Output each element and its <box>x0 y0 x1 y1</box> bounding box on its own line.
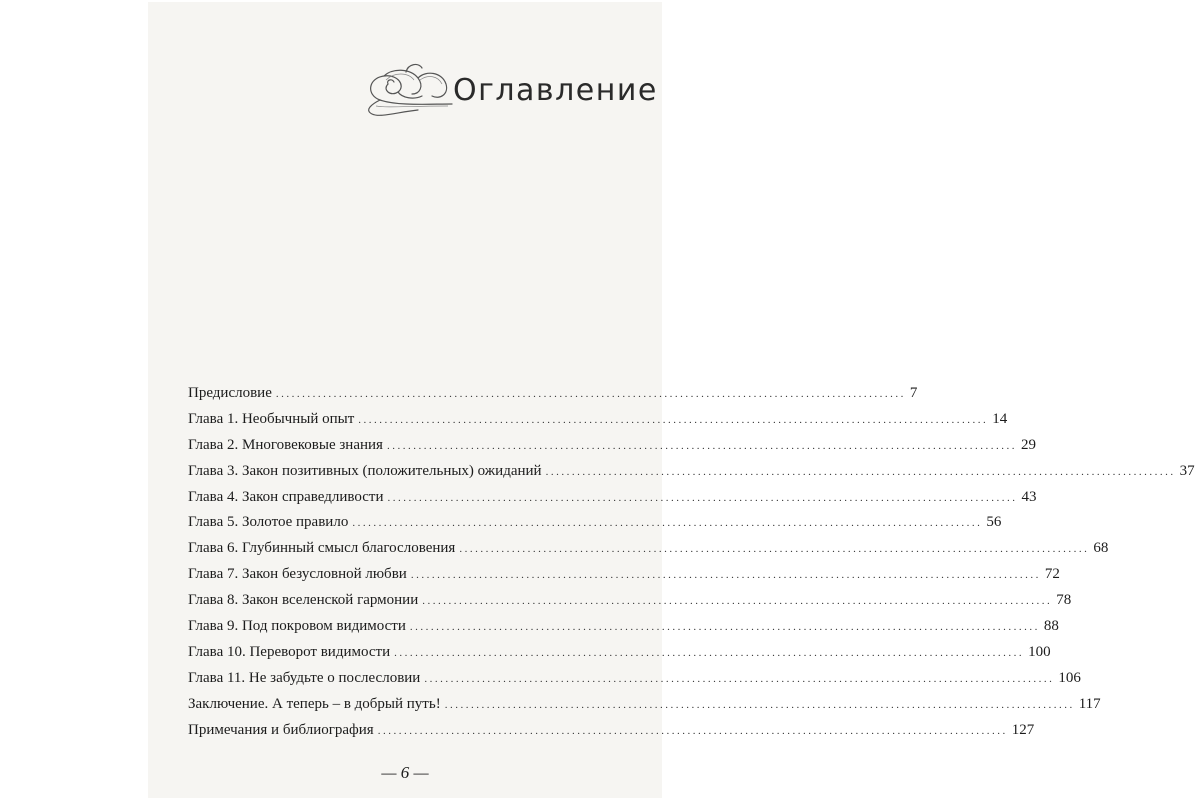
toc-entry-title: Глава 8. Закон вселенской гармонии <box>188 592 419 609</box>
toc-entry-page: 100 <box>1028 643 1051 660</box>
dot-leader: ........................................................................................................................ <box>275 388 906 400</box>
toc-entry-title: Глава 1. Необычный опыт <box>188 410 355 427</box>
table-of-contents <box>188 385 1195 747</box>
toc-entry-page: 106 <box>1058 669 1081 686</box>
toc-entry <box>188 643 1051 670</box>
toc-entry-page: 43 <box>1021 488 1037 505</box>
toc-entry <box>188 488 1037 515</box>
dot-leader: ........................................................................................................................ <box>410 569 1041 582</box>
toc-entry-page: 78 <box>1056 592 1072 609</box>
toc-entry-page: 117 <box>1078 695 1101 712</box>
floral-flourish-icon <box>358 60 454 122</box>
toc-entry-title: Глава 6. Глубинный смысл благословения <box>188 540 456 557</box>
page-number: — 6 — <box>381 763 429 782</box>
toc-entry <box>188 669 1081 696</box>
dot-leader: ........................................................................................................................ <box>394 646 1025 659</box>
toc-entry-title: Глава 3. Закон позитивных (положительных) ожиданий <box>188 462 542 479</box>
dot-leader: ........................................................................................................................ <box>459 543 1090 556</box>
dot-leader: ........................................................................................................................ <box>358 413 989 426</box>
toc-entry-title: Глава 11. Не забудьте о послесловии <box>188 669 421 686</box>
toc-entry-title: Глава 10. Переворот видимости <box>188 643 391 660</box>
dot-leader: ........................................................................................................................ <box>387 491 1018 504</box>
dot-leader: ........................................................................................................................ <box>545 465 1176 478</box>
toc-entry <box>188 436 1036 463</box>
toc-entry <box>188 462 1195 489</box>
toc-entry-page: 56 <box>986 514 1002 531</box>
toc-entry-page: 127 <box>1011 721 1035 738</box>
toc-entry-page: 37 <box>1179 462 1195 479</box>
toc-entry-page: 88 <box>1043 618 1059 635</box>
dot-leader: ........................................................................................................................ <box>409 621 1040 634</box>
page-title: Оглавление <box>453 73 658 108</box>
toc-entry-page: 68 <box>1093 540 1109 557</box>
toc-entry-page: 29 <box>1020 436 1036 453</box>
dot-leader: ........................................................................................................................ <box>386 439 1017 452</box>
toc-entry <box>188 618 1059 644</box>
toc-entry <box>188 566 1060 592</box>
toc-entry <box>188 540 1109 566</box>
toc-entry-title: Глава 7. Закон безусловной любви <box>188 566 407 583</box>
toc-entry-title: Глава 2. Многовековые знания <box>188 436 383 453</box>
toc-entry-title: Глава 9. Под покровом видимости <box>188 618 406 635</box>
toc-entry-page: 72 <box>1044 566 1060 583</box>
toc-entry-title: Предисловие <box>188 385 272 401</box>
toc-entry <box>188 385 918 411</box>
toc-entry <box>188 514 1002 540</box>
dot-leader: ........................................................................................................................ <box>377 724 1008 737</box>
toc-entry <box>188 592 1072 618</box>
dot-leader: ........................................................................................................................ <box>424 672 1055 685</box>
toc-entry-title: Заключение. А теперь – в добрый путь! <box>188 695 441 712</box>
toc-entry-title: Глава 4. Закон справедливости <box>188 488 384 505</box>
toc-entry-title: Примечания и библиография <box>188 721 374 738</box>
dot-leader: ........................................................................................................................ <box>352 517 983 530</box>
toc-entry <box>188 410 1008 437</box>
toc-entry-page: 14 <box>992 410 1008 427</box>
dot-leader: ........................................................................................................................ <box>444 698 1075 711</box>
toc-entry-title: Глава 5. Золотое правило <box>188 514 349 531</box>
toc-entry-page: 7 <box>909 385 918 401</box>
toc-entry <box>188 695 1101 722</box>
dot-leader: ........................................................................................................................ <box>422 595 1053 608</box>
toc-entry <box>188 721 1035 748</box>
